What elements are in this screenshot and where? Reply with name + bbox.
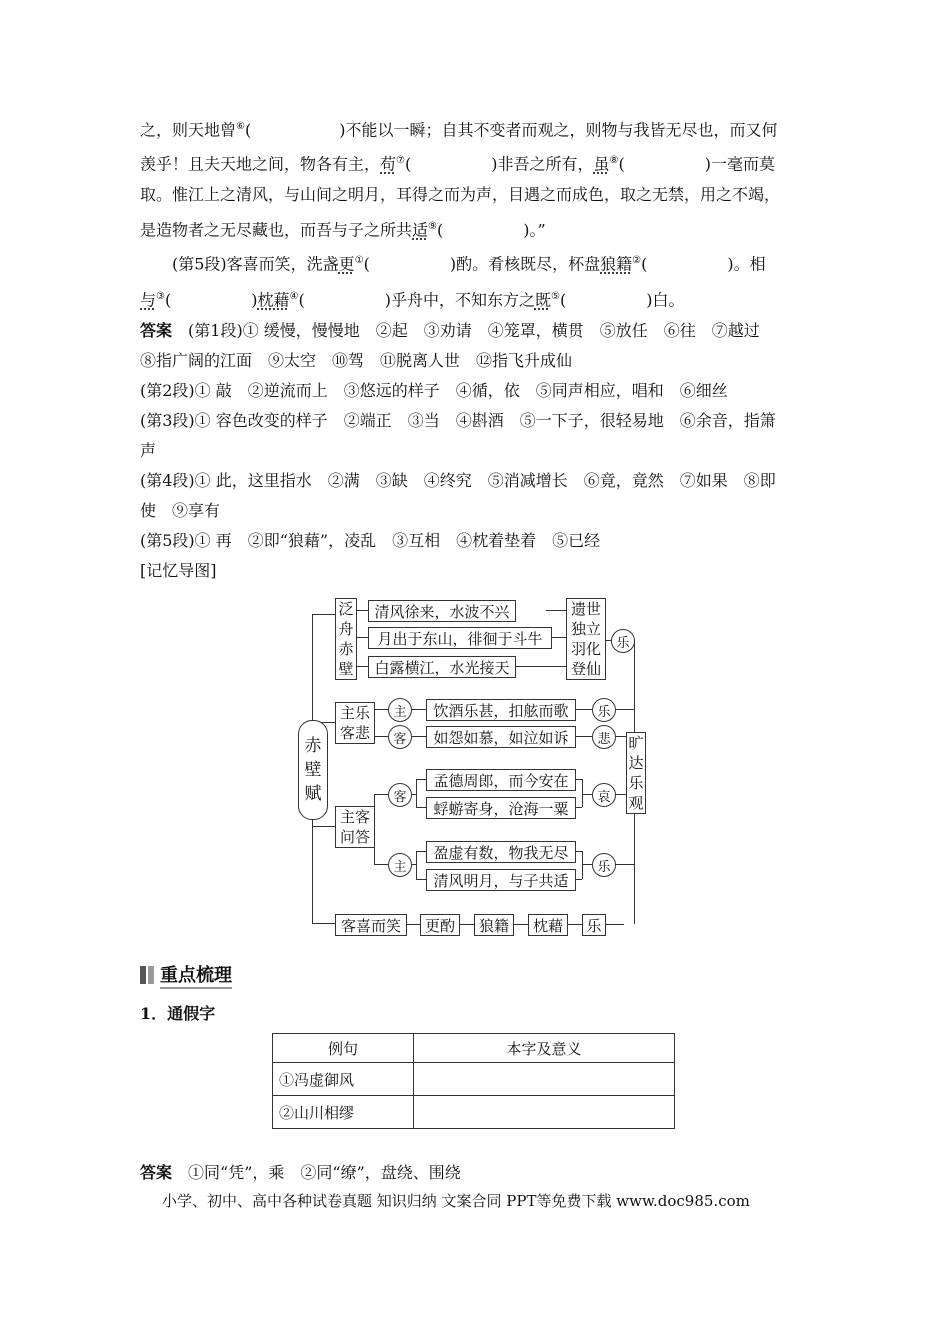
- s2-text-2: 如怨如慕，如泣如诉: [426, 726, 576, 748]
- s1-node: 泛舟赤壁: [335, 598, 357, 680]
- bottom-3: 狼籍: [474, 914, 514, 936]
- table-cell-empty: [414, 1063, 675, 1096]
- s3-host-item-1: 盈虚有数，物我无尽: [426, 841, 576, 863]
- s1-feel: 乐: [611, 629, 635, 653]
- table-header-example: 例句: [273, 1034, 414, 1063]
- s3-guest: 客: [388, 783, 412, 807]
- answer-p3a: (第3段)① 容色改变的样子 ②端正 ③当 ④斟酒 ⑤一下子，很轻易地 ⑥余音，指箫: [140, 411, 776, 430]
- table-row: [273, 1063, 675, 1096]
- s3-host-item-2: 清风明月，与子共适: [426, 869, 576, 891]
- s3-host-feel: 乐: [592, 853, 616, 877]
- passage-line-1: 之，则天地曾⑥( )不能以一瞬；自其不变者而观之，则物与我皆无尽也，而又何: [140, 120, 778, 140]
- passage-line-2: 羡乎！且夫天地之间，物各有主，苟⑦( )非吾之所有，虽⑧( )一毫而莫: [140, 154, 775, 174]
- root-node: 赤壁赋: [298, 720, 328, 820]
- section-marker-icon: [140, 966, 146, 984]
- section-marker-icon-2: [148, 966, 154, 984]
- answer-p4b: 使 ⑨享有: [140, 501, 221, 520]
- s1-item-2: 月出于东山，徘徊于斗牛: [368, 627, 552, 649]
- s3-guest-item-2: 蜉蝣寄身，沧海一粟: [426, 797, 576, 819]
- answer-p5: (第5段)① 再 ②即“狼藉”，凌乱 ③互相 ④枕着垫着 ⑤已经: [140, 531, 601, 550]
- bottom-2: 更酌: [420, 914, 460, 936]
- mindmap-heading: [记忆导图]: [140, 561, 217, 580]
- item-1: 1．通假字: [140, 1004, 216, 1023]
- tongjia-table: [272, 1033, 675, 1129]
- passage-line-4: 是造物者之无尽藏也，而吾与子之所共适⑨( )。”: [140, 220, 546, 240]
- s2-node: 主乐客悲: [335, 702, 375, 744]
- s1-item-1: 清风徐来，水波不兴: [368, 600, 516, 622]
- answer-p1a: 答案 (第1段)① 缓慢，慢慢地 ②起 ③劝请 ④笼罩，横贯 ⑤放任 ⑥往 ⑦越过: [140, 321, 760, 340]
- right-node: 旷达乐观: [626, 732, 646, 814]
- table-row: [273, 1096, 675, 1129]
- bottom-5: 乐: [582, 914, 606, 936]
- tongjia-answer: 答案 ①同“凭”，乘 ②同“缭”，盘绕、围绕: [140, 1163, 461, 1182]
- passage-line-5: (第5段)客喜而笑，洗盏更①( )酌。肴核既尽，杯盘狼籍②( )。相: [172, 254, 766, 274]
- s3-node: 主客问答: [335, 806, 375, 848]
- bottom-4: 枕藉: [528, 914, 568, 936]
- bottom-1: 客喜而笑: [335, 914, 407, 936]
- table-cell-empty: [414, 1096, 675, 1129]
- s1-result: 遗世独立羽化登仙: [566, 598, 606, 680]
- s3-host: 主: [388, 853, 412, 877]
- answer-p2: (第2段)① 敲 ②逆流而上 ③悠远的样子 ④循，依 ⑤同声相应，唱和 ⑥细丝: [140, 381, 728, 400]
- s2-who-1: 主: [388, 698, 412, 722]
- table-cell: ①冯虚御风: [273, 1063, 414, 1096]
- answer-p1b: ⑧指广阔的江面 ⑨太空 ⑩驾 ⑪脱离人世 ⑫指飞升成仙: [140, 351, 573, 370]
- footer: 小学、初中、高中各种试卷真题 知识归纳 文案合同 PPT等免费下载 www.doc985.com: [162, 1192, 750, 1210]
- s2-text-1: 饮酒乐甚，扣舷而歌: [426, 699, 576, 721]
- table-header-meaning: 本字及意义: [414, 1034, 675, 1063]
- passage-line-6: 与③( )枕藉④( )乎舟中，不知东方之既⑤( )白。: [140, 290, 685, 310]
- table-cell: ②山川相缪: [273, 1096, 414, 1129]
- answer-p3b: 声: [140, 441, 157, 460]
- section-header: [140, 964, 232, 986]
- s2-feel-1: 乐: [592, 698, 616, 722]
- s3-guest-item-1: 孟德周郎，而今安在: [426, 769, 576, 791]
- answer-p4a: (第4段)① 此，这里指水 ②满 ③缺 ④终究 ⑤消减增长 ⑥竟，竟然 ⑦如果 ⑧即: [140, 471, 776, 490]
- s1-item-3: 白露横江，水光接天: [368, 656, 516, 678]
- passage-line-3: 取。惟江上之清风，与山间之明月，耳得之而为声，目遇之而成色，取之无禁，用之不竭，: [140, 185, 781, 204]
- s2-who-2: 客: [388, 725, 412, 749]
- s2-feel-2: 悲: [592, 725, 616, 749]
- section-title: 重点梳理: [160, 961, 232, 989]
- s3-guest-feel: 哀: [592, 783, 616, 807]
